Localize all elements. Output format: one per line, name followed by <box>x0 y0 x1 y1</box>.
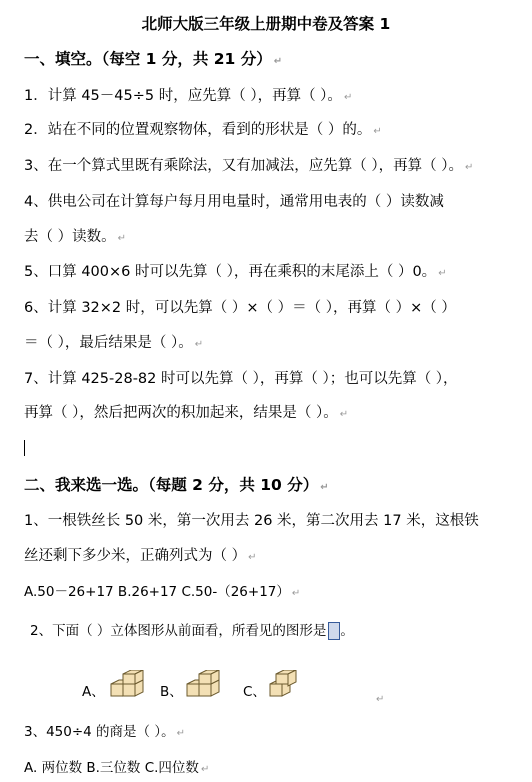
question-6-line2: ＝（ ），最后结果是（ ）。 ↵ <box>24 335 204 351</box>
option-c-label: C、 <box>243 684 266 700</box>
choice-3-options: A. 两位数 B.三位数 C.四位数 ↵ <box>24 760 210 776</box>
question-4-line1: 4、供电公司在计算每户每月用电量时，通常用电表的（ ）读数减 <box>24 194 444 210</box>
text-cursor[interactable] <box>24 440 25 456</box>
section1-heading: 一、填空。（每空 1 分，共 21 分） ↵ <box>24 50 283 68</box>
cube-stack-b-icon <box>185 670 221 700</box>
choice-1-options: A.50－26+17 B.26+17 C.50-（26+17） ↵ <box>24 584 301 600</box>
cube-stack-c-icon <box>268 670 298 700</box>
choice-2-options <box>0 670 532 710</box>
choice-3: 3、450÷4 的商是（ ）。 ↵ <box>24 724 185 740</box>
choice-1-line2: 丝还剩下多少米，正确列式为（ ） ↵ <box>24 548 257 564</box>
section2-heading: 二、我来选一选。（每题 2 分，共 10 分） ↵ <box>24 476 329 494</box>
question-7-line1: 7、计算 425-28-82 时可以先算（ ），再算（ ）；也可以先算（ ）， <box>24 371 458 387</box>
option-c <box>243 670 298 700</box>
question-7-line2: 再算（ ），然后把两次的积加起来，结果是（ ）。 ↵ <box>24 405 349 421</box>
option-a-label: A、 <box>82 684 105 700</box>
question-4-line2: 去（ ）读数。 ↵ <box>24 229 126 245</box>
page-title: 北师大版三年级上册期中卷及答案 1 <box>141 15 391 33</box>
cube-stack-a-icon <box>107 670 153 700</box>
question-3: 3、在一个算式里既有乘除法，又有加减法，应先算（ ），再算（ ）。 ↵ <box>24 158 474 174</box>
question-6-line1: 6、计算 32×2 时，可以先算（ ）×（ ）＝（ ），再算（ ）×（ ） <box>24 300 456 316</box>
choice-1-line1: 1、一根铁丝长 50 米，第一次用去 26 米，第二次用去 17 米，这根铁 <box>24 513 479 529</box>
option-b <box>160 670 221 700</box>
question-1: 1．计算 45－45÷5 时，应先算（ ），再算（ ）。 ↵ <box>24 88 353 104</box>
option-a <box>82 670 153 700</box>
front-view-shape-icon <box>328 622 340 640</box>
choice-2-stem: 2、下面（ ）立体图形从前面看，所看见的图形是 。 <box>30 623 354 639</box>
question-5: 5、口算 400×6 时可以先算（ ），再在乘积的末尾添上（ ）0。 ↵ <box>24 264 447 280</box>
question-2: 2．站在不同的位置观察物体，看到的形状是（ ）的。 ↵ <box>24 122 382 138</box>
return-mark: ↵ <box>376 694 385 705</box>
option-b-label: B、 <box>160 684 183 700</box>
